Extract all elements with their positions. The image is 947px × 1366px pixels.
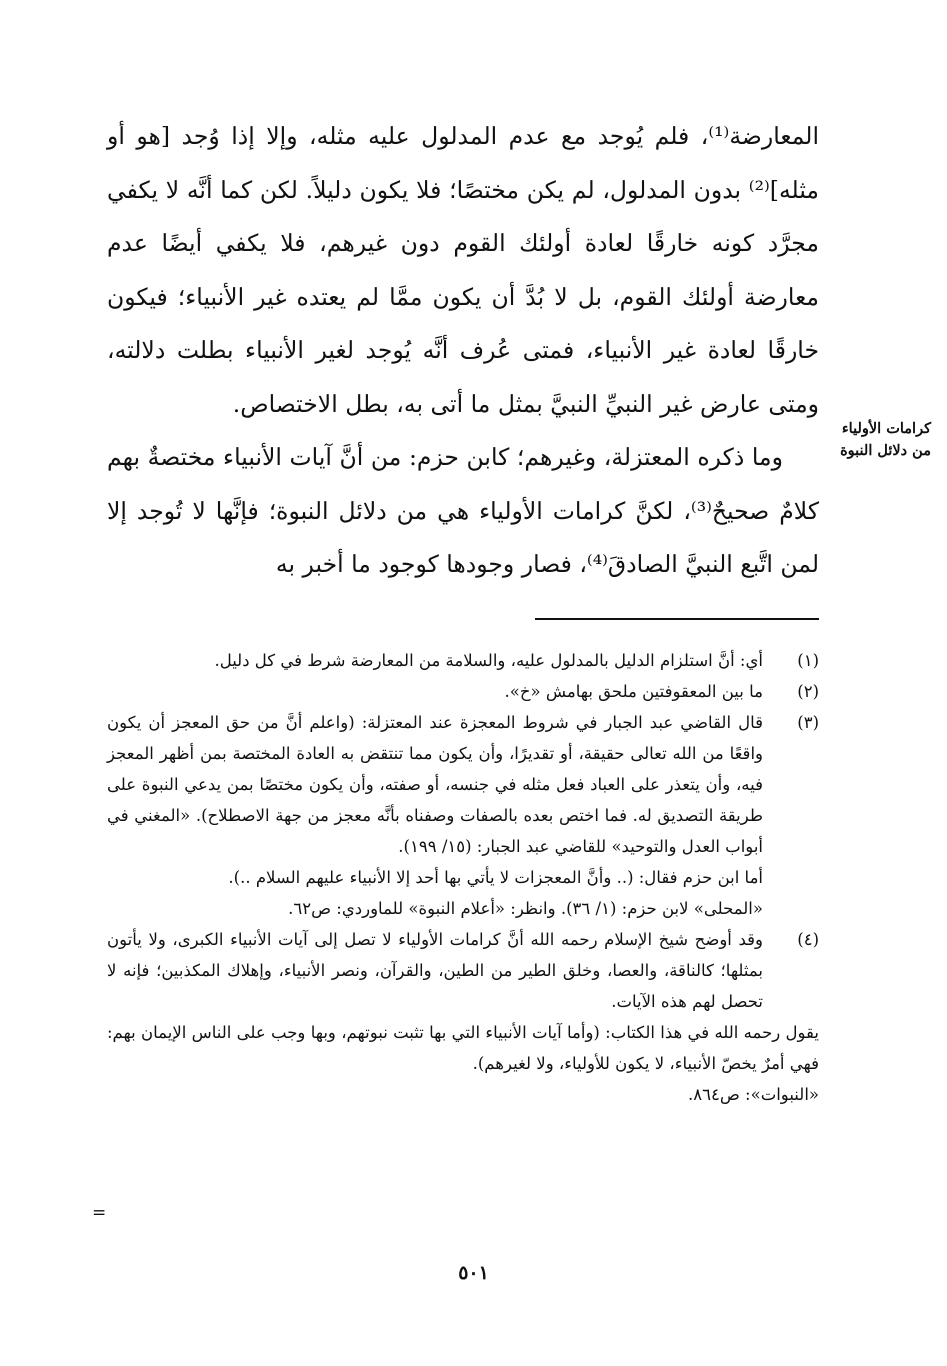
main-body-text	[107, 110, 819, 592]
footnote-text: ما بين المعقوفتين ملحق بهامش «خ».	[504, 682, 763, 701]
footnote-text: وقد أوضح شيخ الإسلام رحمه الله أنَّ كرامات الأولياء لا تصل إلى آيات الأنبياء الكبرى، ولا يأتون بمثلها؛ كالناقة، والعصا، وخلق الطير من الطين، والقرآن، ونصر الأنبياء، وإهلاك المكذبين؛ فإنه لا تحصل لهم هذه الآيات.	[107, 930, 763, 1011]
footnote-number: (١)	[797, 651, 819, 670]
footnote-text: أما ابن حزم فقال: (.. وأنَّ المعجزات لا يأتي بها أحد إلا الأنبياء عليهم السلام ..).	[228, 868, 763, 887]
footnote-number: (٣)	[797, 713, 819, 732]
footnote-2	[107, 676, 819, 707]
footnote-1	[107, 645, 819, 676]
margin-heading-line-2: من دلائل النبوة	[840, 442, 931, 459]
footnote-continuation-source: «النبوات»: ص٨٦٤.	[688, 1085, 819, 1104]
page-number: ٥٠١	[458, 1262, 489, 1284]
footnote-4	[107, 924, 819, 1017]
footnote-text: أي: أنَّ استلزام الدليل بالمدلول عليه، والسلامة من المعارضة شرط في كل دليل.	[214, 651, 763, 670]
margin-heading	[829, 418, 931, 462]
body-paragraph-2: وما ذكره المعتزلة، وغيرهم؛ كابن حزم: من أنَّ آيات الأنبياء مختصةٌ بهم كلامٌ صحيحٌ⁽³⁾، لكنَّ كرامات الأولياء هي من دلائل النبوة؛ فإنَّها لا تُوجد إلا لمن اتَّبع النبيَّ الصادقَ⁽⁴⁾، فصار وجودها كوجود ما أخبر به	[107, 443, 820, 578]
footnote-number: (٤)	[797, 930, 819, 949]
footnote-number: (٢)	[797, 682, 819, 701]
margin-heading-line-1: كرامات الأولياء	[841, 420, 931, 437]
footnote-text: «المحلى» لابن حزم: (١/ ٣٦). وانظر: «أعلام النبوة» للماوردي: ص٦٢.	[288, 899, 763, 918]
footnote-separator-rule	[535, 618, 819, 620]
body-paragraph-1: المعارضة⁽¹⁾، فلم يُوجد مع عدم المدلول عليه مثله، وإلا إذا وُجد [هو أو مثله]⁽²⁾ بدون المدلول، لم يكن مختصًا؛ فلا يكون دليلاً. لكن كما أنَّه لا يكفي مجرَّد كونه خارقًا لعادة أولئك القوم دون غيرهم، فلا يكفي أيضًا عدم معارضة أولئك القوم، بل لا بُدَّ أن يكون ممَّا لم يعتده غير الأنبياء؛ فيكون خارقًا لعادة غير الأنبياء، فمتى عُرف أنَّه يُوجد لغير الأنبياء بطلت دلالته، ومتى عارض غير النبيِّ النبيَّ بمثل ما أتى به، بطل الاختصاص.	[107, 122, 819, 418]
continuation-mark: =	[92, 1203, 107, 1223]
footnote-text: قال القاضي عبد الجبار في شروط المعجزة عند المعتزلة: (واعلم أنَّ من حق المعجز أن يكون واقعًا من الله تعالى حقيقة، أو تقديرًا، وأن يكون مما تنتقض به العادة المختصة بمن أظهر المعجز فيه، وأن يتعذر على العباد فعل مثله في جنسه، أو صفته، وأن يكون مختصًا بمن يدعي النبوة على طريقة التصديق له. فما اختص بعده بالصفات وصفناه بأنَّه معجز من جهة الاصطلاح). «المغني في أبواب العدل والتوحيد» للقاضي عبد الجبار: (١٥/ ١٩٩).	[107, 713, 763, 856]
footnote-3	[107, 707, 819, 924]
footnotes-section	[107, 645, 819, 1110]
footnote-continuation-text: يقول رحمه الله في هذا الكتاب: (وأما آيات الأنبياء التي بها تثبت نبوتهم، وبها وجب على الناس الإيمان بهم: فهي أمرٌ يخصّ الأنبياء، لا يكون للأولياء، ولا لغيرهم).	[107, 1023, 819, 1073]
